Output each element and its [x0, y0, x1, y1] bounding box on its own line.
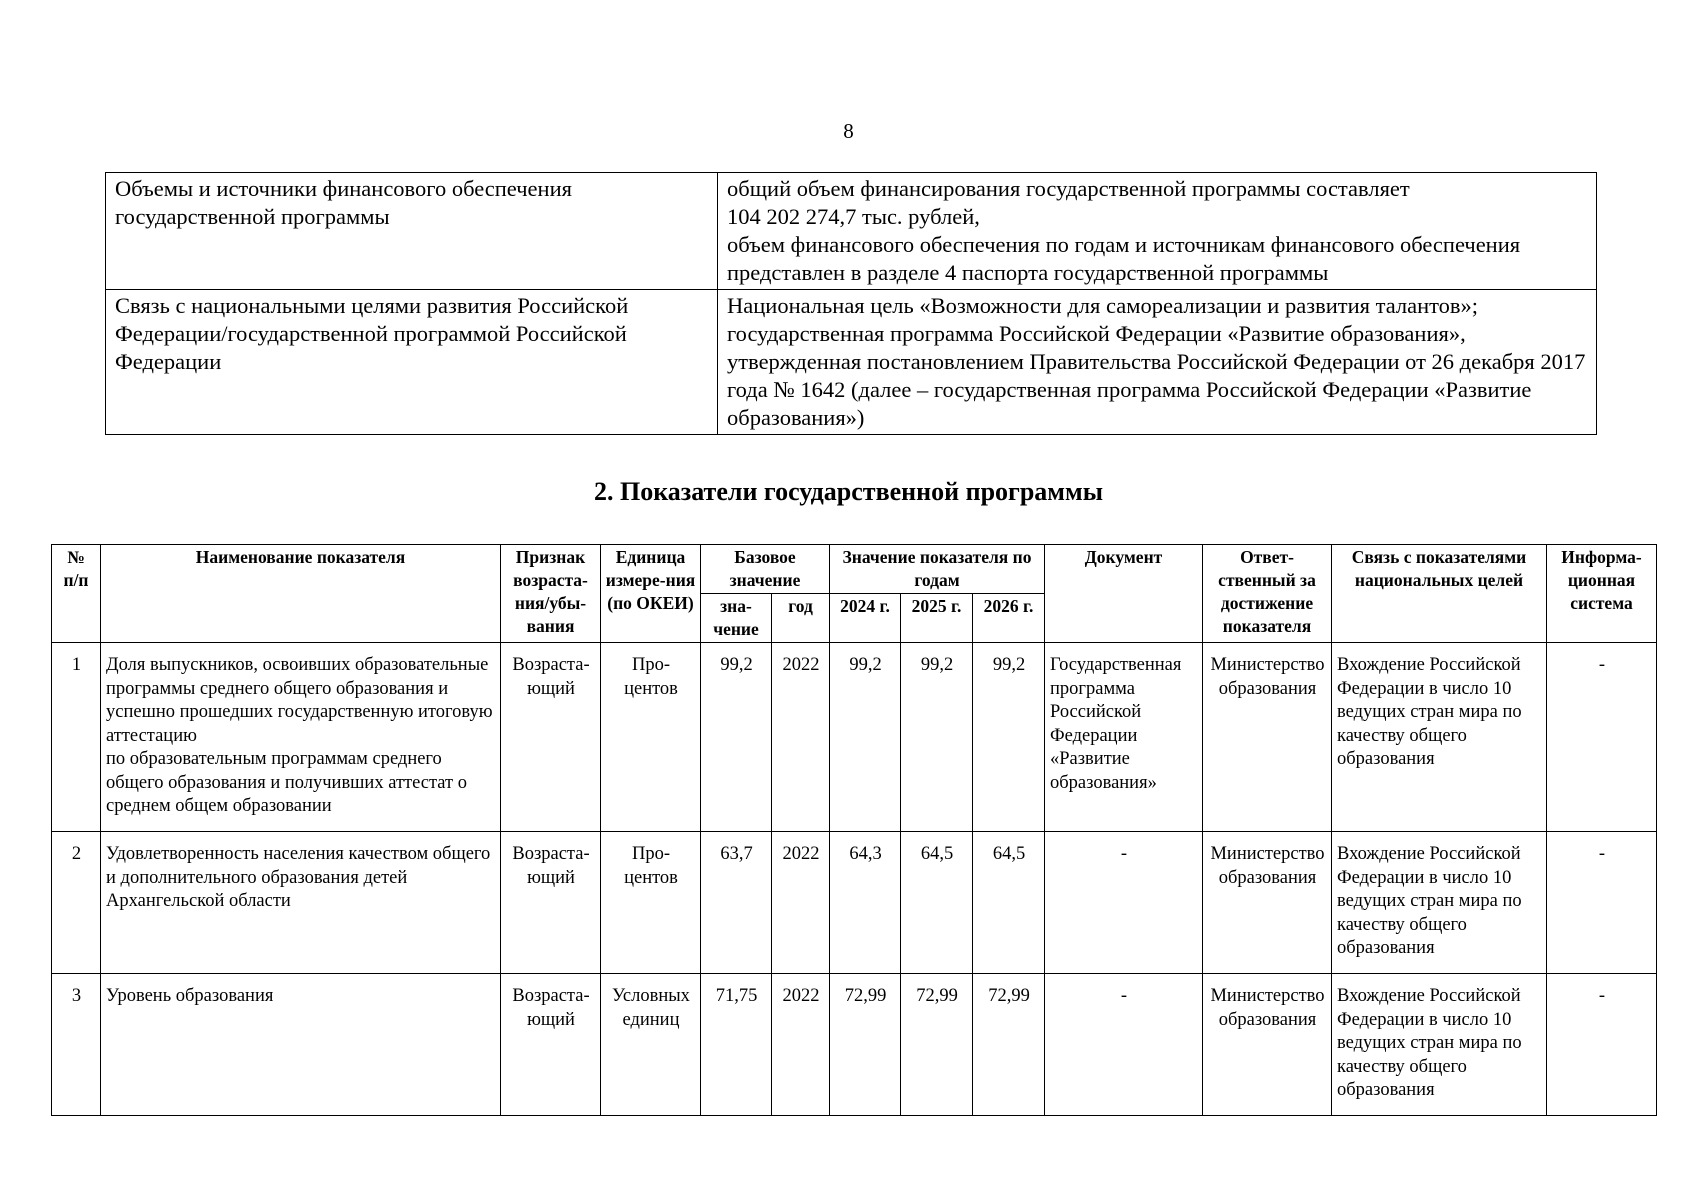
row-responsible: Министерство образования — [1203, 832, 1332, 974]
row-base-year: 2022 — [772, 974, 830, 1116]
row-2025: 99,2 — [901, 643, 973, 832]
row-unit: Про-центов — [601, 832, 701, 974]
row-unit: Про-центов — [601, 643, 701, 832]
row-name: Удовлетворенность населения качеством общего и дополнительного образования детей Архангельской области — [101, 832, 501, 974]
row-2024: 72,99 — [830, 974, 901, 1116]
row-document: - — [1045, 974, 1203, 1116]
row-name: Уровень образования — [101, 974, 501, 1116]
table-row — [52, 832, 1657, 974]
indicators-table — [51, 544, 1657, 1116]
row-link: Вхождение Российской Федерации в число 10 ведущих стран мира по качеству общего образования — [1332, 974, 1547, 1116]
row-document: - — [1045, 832, 1203, 974]
row-base-value: 99,2 — [701, 643, 772, 832]
row-base-year: 2022 — [772, 832, 830, 974]
passport-value: общий объем финансирования государственной программы составляет 104 202 274,7 тыс. рублей, объем финансового обеспечения по годам и источникам финансового обеспечения представлен в разделе 4 паспорта государственной программы — [718, 173, 1597, 290]
table-row — [52, 974, 1657, 1116]
table-row — [52, 643, 1657, 832]
passport-row-financing — [106, 173, 1597, 290]
header-unit: Единица измере-ния (по ОКЕИ) — [601, 545, 701, 643]
row-2024: 99,2 — [830, 643, 901, 832]
row-document: Государственная программа Российской Федерации «Развитие образования» — [1045, 643, 1203, 832]
header-years: Значение показателя по годам — [830, 545, 1045, 594]
header-2025: 2025 г. — [901, 594, 973, 643]
passport-label: Связь с национальными целями развития Российской Федерации/государственной программой Российской Федерации — [106, 290, 718, 435]
passport-row-national-goals — [106, 290, 1597, 435]
row-num: 3 — [52, 974, 101, 1116]
section-title: 2. Показатели государственной программы — [593, 477, 1104, 506]
row-2024: 64,3 — [830, 832, 901, 974]
header-link: Связь с показателями национальных целей — [1332, 545, 1547, 643]
row-info: - — [1547, 643, 1657, 832]
row-num: 1 — [52, 643, 101, 832]
row-name: Доля выпускников, освоивших образовательные программы среднего общего образования и успешно прошедших государственную итоговую аттестацию по образовательным программам среднего общего образования и получивших аттестат о среднем общем образовании — [101, 643, 501, 832]
passport-value: Национальная цель «Возможности для самореализации и развития талантов»; государственная программа Российской Федерации «Развитие образования», утвержденная постановлением Правительства Российской Федерации от 26 декабря 2017 года № 1642 (далее – государственная программа Российской Федерации «Развитие образования») — [718, 290, 1597, 435]
header-trend: Признак возраста-ния/убы-вания — [501, 545, 601, 643]
row-trend: Возраста-ющий — [501, 832, 601, 974]
page-number: 8 — [843, 119, 854, 143]
row-info: - — [1547, 974, 1657, 1116]
header-2026: 2026 г. — [973, 594, 1045, 643]
row-base-value: 71,75 — [701, 974, 772, 1116]
row-num: 2 — [52, 832, 101, 974]
header-name: Наименование показателя — [101, 545, 501, 643]
header-base: Базовое значение — [701, 545, 830, 594]
header-info: Информа-ционная система — [1547, 545, 1657, 643]
row-trend: Возраста-ющий — [501, 643, 601, 832]
row-2026: 64,5 — [973, 832, 1045, 974]
header-num: № п/п — [52, 545, 101, 643]
row-info: - — [1547, 832, 1657, 974]
row-link: Вхождение Российской Федерации в число 10 ведущих стран мира по качеству общего образования — [1332, 832, 1547, 974]
passport-table — [105, 172, 1597, 435]
row-2026: 99,2 — [973, 643, 1045, 832]
header-base-year: год — [772, 594, 830, 643]
row-base-year: 2022 — [772, 643, 830, 832]
passport-label: Объемы и источники финансового обеспечения государственной программы — [106, 173, 718, 290]
header-2024: 2024 г. — [830, 594, 901, 643]
row-link: Вхождение Российской Федерации в число 10 ведущих стран мира по качеству общего образования — [1332, 643, 1547, 832]
row-2026: 72,99 — [973, 974, 1045, 1116]
row-unit: Условных единиц — [601, 974, 701, 1116]
header-base-value: зна-чение — [701, 594, 772, 643]
row-responsible: Министерство образования — [1203, 643, 1332, 832]
header-responsible: Ответ-ственный за достижение показателя — [1203, 545, 1332, 643]
header-document: Документ — [1045, 545, 1203, 643]
row-responsible: Министерство образования — [1203, 974, 1332, 1116]
row-2025: 72,99 — [901, 974, 973, 1116]
header-row — [52, 545, 1657, 594]
row-2025: 64,5 — [901, 832, 973, 974]
row-base-value: 63,7 — [701, 832, 772, 974]
row-trend: Возраста-ющий — [501, 974, 601, 1116]
